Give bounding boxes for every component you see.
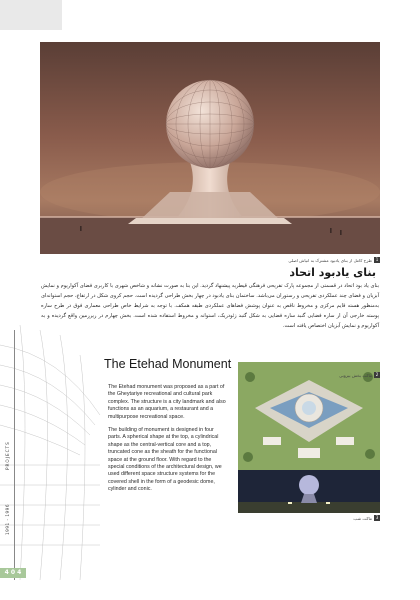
structure-sketch-image	[0, 325, 108, 580]
sidebar-dates: 1991 - 1996	[5, 504, 10, 535]
main-render-image	[40, 42, 380, 254]
caption-text: ماکت شب	[353, 515, 372, 521]
caption-number: 2	[375, 372, 379, 377]
sidebar-project-label: PROJECTS	[5, 441, 10, 470]
night-model-image	[238, 470, 380, 513]
page-number: 4 0 4	[0, 568, 26, 578]
caption-number: 1	[375, 257, 379, 262]
persian-title: بنای یادبود اتحاد	[289, 266, 376, 279]
english-body	[108, 384, 228, 500]
site-model-caption	[339, 372, 380, 378]
night-model-caption	[353, 515, 380, 521]
english-paragraph: The building of monument is designed in four parts. A spherical shape at the top, a cylindrical shape as the central-vertical core and a top, truncated cone as the sheath for the functional space at the ground floor. With regard to the special conditions of the architectural design, we used different space structure systems for the covered shell in the form of a geodesic dome, cylinder and conic.	[108, 427, 222, 493]
english-title: The Etehad Monument	[104, 357, 232, 371]
site-model-image	[238, 362, 380, 470]
corner-tab	[0, 0, 62, 30]
english-paragraph: The Etehad monument was proposed as a part of the Gheytariye recreational and cultural park complex. The structure is a city landmark and also functions as an aquarium, a restaurant and a multipurpose recreational space.	[108, 384, 226, 420]
caption-number: 3	[375, 515, 379, 520]
sidebar-rule	[14, 330, 15, 580]
main-render-caption	[288, 257, 380, 263]
persian-body: بنای یاد بود اتحاد در قسمتی از مجموعه پارک تفریحی فرهنگی قیطریه پیشنهاد گردید. این بنا به صورت نشانه و شاخص شهری با کاربری فضای آکواریوم و نمایش آبزیان و فضای چند عملکردی تفریحی و رستوران می‌باشد. ساختمان بنای یادبود در چهار بخش طراحی گردیده است. حجم کروی شکل در ارتفاع، حجم استوانه‌ای به‌منظور هسته قایم مرکزی و مخروط ناقص به عنوان پوشش فضاهای عملکردی طبقه همکف. با توجه به شرایط خاص طراحی معماری فوق در طرح سازه پوسته خارجی آن از سازه فضایی گنبد سازه فضایی به شکل گنبد ژئودزیک، استوانه و مخروط استفاده شده است. بخش چهارم در زیرزمین واقع گردیده و به آکواریوم و نمایش آبزیان اختصاص یافته است.	[41, 283, 379, 329]
caption-text: طرح کامل از بنای یادبود مشترک به انیاش اصلی	[288, 257, 372, 263]
caption-text: ماکت بخش بیرونی	[339, 372, 372, 378]
